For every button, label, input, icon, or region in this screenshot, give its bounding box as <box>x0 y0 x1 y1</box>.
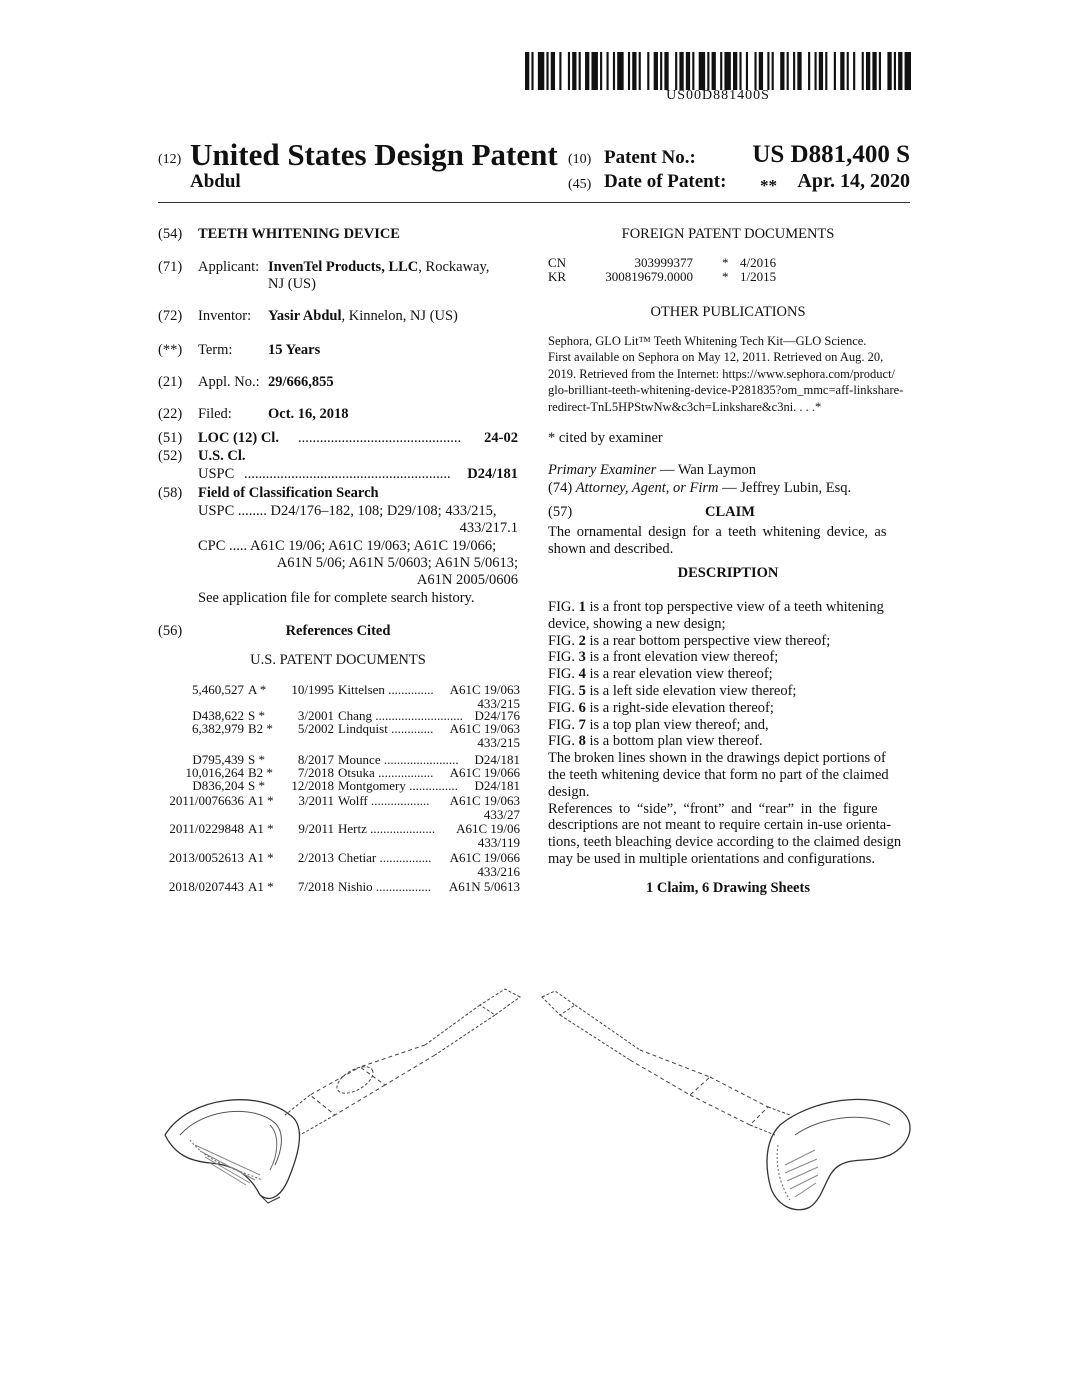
reference-subclass: 433/215 <box>477 696 520 711</box>
barcode-bar <box>754 52 756 90</box>
reference-kind: A1 * <box>248 821 274 836</box>
reference-kind: S * <box>248 778 265 793</box>
reference-class: A61C 19/06 <box>456 821 520 836</box>
code-56: (56) <box>158 623 183 639</box>
publication-line: Sephora, GLO Lit™ Teeth Whitening Tech Kit—GLO Science. <box>548 334 867 348</box>
reference-number: 10,016,264 <box>185 765 244 780</box>
applicant-location: , Rockaway, <box>418 259 490 275</box>
loc-dots: ............................................. <box>298 430 462 446</box>
reference-date: 7/2018 <box>297 879 334 894</box>
other-publications-heading: OTHER PUBLICATIONS <box>650 304 806 320</box>
barcode-image <box>525 52 911 90</box>
code-71: (71) <box>158 259 183 275</box>
code-term: (**) <box>158 342 183 358</box>
broken-lines-line: The broken lines shown in the drawings depict portions of <box>548 750 886 767</box>
barcode-bar <box>531 52 533 90</box>
fig-prefix: FIG. <box>548 666 575 683</box>
barcode-bar <box>866 52 870 90</box>
barcode-bar <box>825 52 827 90</box>
code-21: (21) <box>158 374 183 390</box>
invention-title: TEETH WHITENING DEVICE <box>198 226 400 242</box>
reference-number: 5,460,527 <box>192 682 244 697</box>
barcode-bar <box>699 52 705 90</box>
publication-line: First available on Sephora on May 12, 2011. Retrieved on Aug. 20, <box>548 350 884 365</box>
claims-summary: 1 Claim, 6 Drawing Sheets <box>646 880 810 896</box>
fig-number: 5 <box>578 682 586 699</box>
reference-number: D836,204 <box>192 778 244 793</box>
claim-line-1: The ornamental design for a teeth whitening device, as <box>548 524 887 540</box>
code-51: (51) <box>158 430 183 446</box>
reference-kind: S * <box>248 708 265 723</box>
barcode-bar <box>572 52 576 90</box>
reference-name: Kittelsen .............. <box>338 682 434 697</box>
fig-text: is a bottom plan view thereof. <box>585 733 763 750</box>
code-57: (57) <box>548 504 573 520</box>
reference-name: Nishio ................. <box>338 879 432 894</box>
fig-number: 1 <box>578 599 586 615</box>
barcode-bar <box>898 52 902 90</box>
barcode-bar <box>793 52 795 90</box>
date-marks: ** <box>760 176 777 195</box>
fig-number: 3 <box>578 649 586 666</box>
fig-number: 2 <box>578 632 586 649</box>
uspc-value: D24/181 <box>467 466 518 482</box>
teeth-whitening-device-drawing <box>150 975 920 1235</box>
reference-class: A61C 19/063 <box>449 793 520 808</box>
description-heading: DESCRIPTION <box>677 565 779 581</box>
barcode-bar <box>639 52 641 90</box>
reference-number: 2013/0052613 <box>168 850 244 865</box>
fig-prefix: FIG. <box>548 649 575 666</box>
reference-class: D24/181 <box>474 778 520 793</box>
cited-by-examiner: * cited by examiner <box>548 430 663 446</box>
claim-heading: CLAIM <box>705 504 755 520</box>
attorney-label: Attorney, Agent, or Firm <box>575 480 719 496</box>
barcode-bar <box>746 52 748 90</box>
barcode-bar <box>559 52 561 90</box>
barcode-bar <box>759 52 763 90</box>
primary-examiner <box>548 462 756 479</box>
patent-no-label: Patent No.: <box>604 147 696 168</box>
left-device-view <box>165 989 520 1203</box>
inventor-label: Inventor: <box>198 308 252 324</box>
barcode-bar <box>546 52 548 90</box>
barcode-bar <box>905 52 911 90</box>
barcode-number: US00D881400S <box>666 88 770 103</box>
barcode-bar <box>733 52 737 90</box>
barcode-bar <box>787 52 789 90</box>
reference-name: Chang ........................... <box>338 708 463 723</box>
fig-1-continued: device, showing a new design; <box>548 615 726 632</box>
barcode-bar <box>664 52 668 90</box>
reference-date: 3/2011 <box>298 793 334 808</box>
reference-class: A61C 19/063 <box>449 682 520 697</box>
barcode-bar <box>894 52 896 90</box>
inventor-short: Abdul <box>190 171 241 192</box>
reference-date: 5/2002 <box>297 721 334 736</box>
reference-name: Hertz .................... <box>338 821 436 836</box>
barcode-bar <box>720 52 722 90</box>
barcode-bar <box>780 52 784 90</box>
field-search-line-1: USPC ........ D24/176–182, 108; D29/108; 433/215, <box>198 503 497 519</box>
reference-row <box>158 722 520 756</box>
barcode-bar <box>660 52 662 90</box>
code-22: (22) <box>158 406 183 422</box>
barcode-bar <box>686 52 690 90</box>
reference-name: Otsuka ................. <box>338 765 434 780</box>
applicant-name: InvenTel Products, LLC <box>268 259 419 275</box>
reference-number: 2018/0207443 <box>168 879 244 894</box>
barcode-bar <box>847 52 849 90</box>
references-para-line: descriptions are not meant to require certain in-use orienta- <box>548 817 892 834</box>
reference-date: 12/2018 <box>291 778 334 793</box>
fig-text: is a top plan view thereof; and, <box>585 716 769 733</box>
barcode-bar <box>712 52 716 90</box>
foreign-number-2: 300819679.0000 <box>605 269 693 284</box>
code-54: (54) <box>158 226 183 242</box>
barcode-bar <box>568 52 570 90</box>
us-cl-label: U.S. Cl. <box>198 448 246 464</box>
fig-text: is a left side elevation view thereof; <box>585 682 797 699</box>
reference-subclass: 433/119 <box>477 835 520 850</box>
reference-name: Lindquist ............. <box>338 721 434 736</box>
fig-prefix: FIG. <box>548 699 575 716</box>
barcode-bar <box>600 52 602 90</box>
publication-line: 2019. Retrieved from the Internet: https://www.sephora.com/product/ <box>548 366 896 381</box>
barcode-bar <box>692 52 694 90</box>
reference-number: 2011/0076636 <box>169 793 244 808</box>
fig-number: 6 <box>578 699 586 716</box>
uspc-dots: ......................................................... <box>244 466 451 482</box>
barcode-bar <box>707 52 709 90</box>
reference-class: A61C 19/063 <box>449 721 520 736</box>
fig-6-line <box>548 700 910 717</box>
patent-number: US D881,400 S <box>752 141 910 168</box>
barcode-bar <box>654 52 658 90</box>
publication-line: glo-brilliant-teeth-whitening-device-P281835?om_mmc=aff-linkshare- <box>548 383 904 398</box>
reference-name: Montgomery ............... <box>338 778 458 793</box>
foreign-country-2: KR <box>548 269 567 284</box>
barcode-bar <box>853 52 855 90</box>
reference-number: D795,439 <box>192 752 244 767</box>
reference-number: 6,382,979 <box>192 721 244 736</box>
foreign-mark-2: * <box>722 269 729 284</box>
reference-row <box>158 880 520 914</box>
right-device-view <box>542 991 910 1210</box>
fig-text: is a front top perspective view of a teeth whitening <box>585 599 884 615</box>
us-documents-heading: U.S. PATENT DOCUMENTS <box>250 652 426 668</box>
fig-7-line <box>548 717 910 734</box>
reference-kind: B2 * <box>248 765 273 780</box>
broken-lines-line: design. <box>548 783 590 800</box>
date-of-patent-label: Date of Patent: <box>604 171 727 192</box>
code-58: (58) <box>158 485 183 501</box>
barcode-bar <box>538 52 544 90</box>
field-search-label: Field of Classification Search <box>198 485 379 501</box>
reference-kind: B2 * <box>248 721 273 736</box>
fig-prefix: FIG. <box>548 716 575 733</box>
barcode-bar <box>724 52 730 90</box>
fig-3-line <box>548 649 910 666</box>
applicant-location-2: NJ (US) <box>268 276 316 292</box>
publication-line: redirect-TnL5HPStwNw&c3ch=Linkshare&c3ni. . . .* <box>548 399 822 414</box>
barcode-bar <box>585 52 589 90</box>
filed-value: Oct. 16, 2018 <box>268 406 349 422</box>
loc-label: LOC (12) Cl. <box>198 430 279 446</box>
fig-number: 4 <box>578 666 586 683</box>
reference-class: D24/176 <box>474 708 520 723</box>
primary-examiner-name: — Wan Laymon <box>656 462 756 478</box>
reference-class: A61C 19/066 <box>449 850 520 865</box>
fig-5-line <box>548 683 910 700</box>
fig-text: is a rear bottom perspective view thereof; <box>585 632 831 649</box>
barcode-bar <box>797 52 801 90</box>
primary-examiner-label: Primary Examiner <box>548 462 657 478</box>
barcode-bar <box>879 52 881 90</box>
barcode-bar <box>739 52 741 90</box>
fig-prefix: FIG. <box>548 599 575 615</box>
foreign-docs-heading: FOREIGN PATENT DOCUMENTS <box>621 226 835 242</box>
header-rule <box>158 202 910 203</box>
claim-line-2: shown and described. <box>548 541 674 557</box>
foreign-country-1: CN <box>548 255 567 270</box>
reference-class: A61C 19/066 <box>449 765 520 780</box>
barcode-bar <box>628 52 630 90</box>
field-search-line-3: CPC ..... A61C 19/06; A61C 19/063; A61C 19/066; <box>198 538 497 554</box>
reference-kind: A1 * <box>248 850 274 865</box>
code-72: (72) <box>158 308 183 324</box>
barcode-bar <box>819 52 823 90</box>
field-search-note: See application file for complete search history. <box>198 590 475 606</box>
barcode-bar <box>551 52 555 90</box>
description-body <box>548 599 910 868</box>
reference-date: 10/1995 <box>291 682 334 697</box>
fig-text: is a right-side elevation thereof; <box>585 699 774 716</box>
barcode-bar <box>591 52 597 90</box>
references-para-line: tions, teeth bleaching device according to the claimed design <box>548 834 902 851</box>
reference-subclass: 433/27 <box>483 807 520 822</box>
reference-date: 9/2011 <box>298 821 334 836</box>
foreign-mark-1: * <box>722 255 729 270</box>
code-10: (10) <box>568 152 592 167</box>
inventor-name: Yasir Abdul <box>268 308 342 324</box>
barcode-bar <box>679 52 683 90</box>
code-12: (12) <box>158 152 182 167</box>
barcode-bar <box>606 52 608 90</box>
reference-name: Mounce ....................... <box>338 752 459 767</box>
publication-text <box>548 333 910 415</box>
inventor-location: , Kinnelon, NJ (US) <box>341 308 458 324</box>
fig-prefix: FIG. <box>548 733 575 750</box>
barcode-bar <box>647 52 649 90</box>
code-74: (74) <box>548 480 576 496</box>
barcode-bar <box>862 52 864 90</box>
reference-name: Wolff .................. <box>338 793 430 808</box>
references-para-line: may be used in multiple orientations and configurations. <box>548 850 875 867</box>
attorney-name: — Jeffrey Lubin, Esq. <box>718 480 852 496</box>
fig-prefix: FIG. <box>548 682 575 699</box>
barcode-bar <box>767 52 769 90</box>
fig-number: 7 <box>578 716 586 733</box>
term-value: 15 Years <box>268 342 321 358</box>
barcode-bar <box>808 52 810 90</box>
reference-kind: A * <box>248 682 267 697</box>
code-45: (45) <box>568 177 592 192</box>
broken-lines-line: the teeth whitening device that form no part of the claimed <box>548 766 889 783</box>
reference-number: 2011/0229848 <box>169 821 244 836</box>
filed-label: Filed: <box>198 406 232 422</box>
reference-date: 8/2017 <box>297 752 334 767</box>
barcode-bar <box>887 52 891 90</box>
reference-date: 3/2001 <box>297 708 334 723</box>
barcode-bar <box>613 52 615 90</box>
barcode-bar <box>815 52 817 90</box>
barcode-bar <box>840 52 844 90</box>
fig-4-line <box>548 666 910 683</box>
reference-date: 2/2013 <box>297 850 334 865</box>
uspc-label: USPC <box>198 466 235 482</box>
document-title: United States Design Patent <box>190 137 558 172</box>
loc-value: 24-02 <box>484 430 518 446</box>
fig-prefix: FIG. <box>548 632 575 649</box>
applicant-label: Applicant: <box>198 259 260 275</box>
barcode-bar <box>675 52 677 90</box>
attorney <box>548 480 851 497</box>
references-para-line: References to “side”, “front” and “rear” in the figure <box>548 800 878 817</box>
barcode-bar <box>872 52 876 90</box>
reference-date: 7/2018 <box>297 765 334 780</box>
barcode-bar <box>579 52 581 90</box>
patent-date: Apr. 14, 2020 <box>797 170 910 192</box>
reference-class: D24/181 <box>474 752 520 767</box>
fig-text: is a rear elevation view thereof; <box>585 666 773 683</box>
fig-1-line <box>548 599 910 616</box>
reference-subclass: 433/215 <box>477 735 520 750</box>
applicant-value <box>268 259 489 276</box>
fig-8-line <box>548 733 910 750</box>
fig-2-line <box>548 633 910 650</box>
appl-no-label: Appl. No.: <box>198 374 260 390</box>
fig-number: 8 <box>578 733 586 750</box>
reference-subclass: 433/216 <box>477 864 520 879</box>
foreign-date-1: 4/2016 <box>740 255 777 270</box>
reference-class: A61N 5/0613 <box>448 879 520 894</box>
field-search-line-2: 433/217.1 <box>459 520 518 536</box>
reference-kind: S * <box>248 752 265 767</box>
field-search-line-5: A61N 2005/0606 <box>416 572 518 588</box>
foreign-date-2: 1/2015 <box>740 269 777 284</box>
reference-number: D438,622 <box>192 708 244 723</box>
inventor-value <box>268 308 458 325</box>
barcode-bar <box>525 52 529 90</box>
foreign-number-1: 303999377 <box>634 255 693 270</box>
field-search-line-4: A61N 5/06; A61N 5/0603; A61N 5/0613; <box>276 555 518 571</box>
barcode-bar <box>617 52 623 90</box>
reference-name: Chetiar ................ <box>338 850 432 865</box>
fig-text: is a front elevation view thereof; <box>585 649 779 666</box>
term-label: Term: <box>198 342 233 358</box>
code-52: (52) <box>158 448 183 464</box>
barcode-bar <box>772 52 774 90</box>
reference-kind: A1 * <box>248 879 274 894</box>
barcode-bar <box>834 52 836 90</box>
reference-kind: A1 * <box>248 793 274 808</box>
references-heading: References Cited <box>285 623 391 639</box>
barcode-bar <box>632 52 636 90</box>
appl-no-value: 29/666,855 <box>268 374 334 390</box>
